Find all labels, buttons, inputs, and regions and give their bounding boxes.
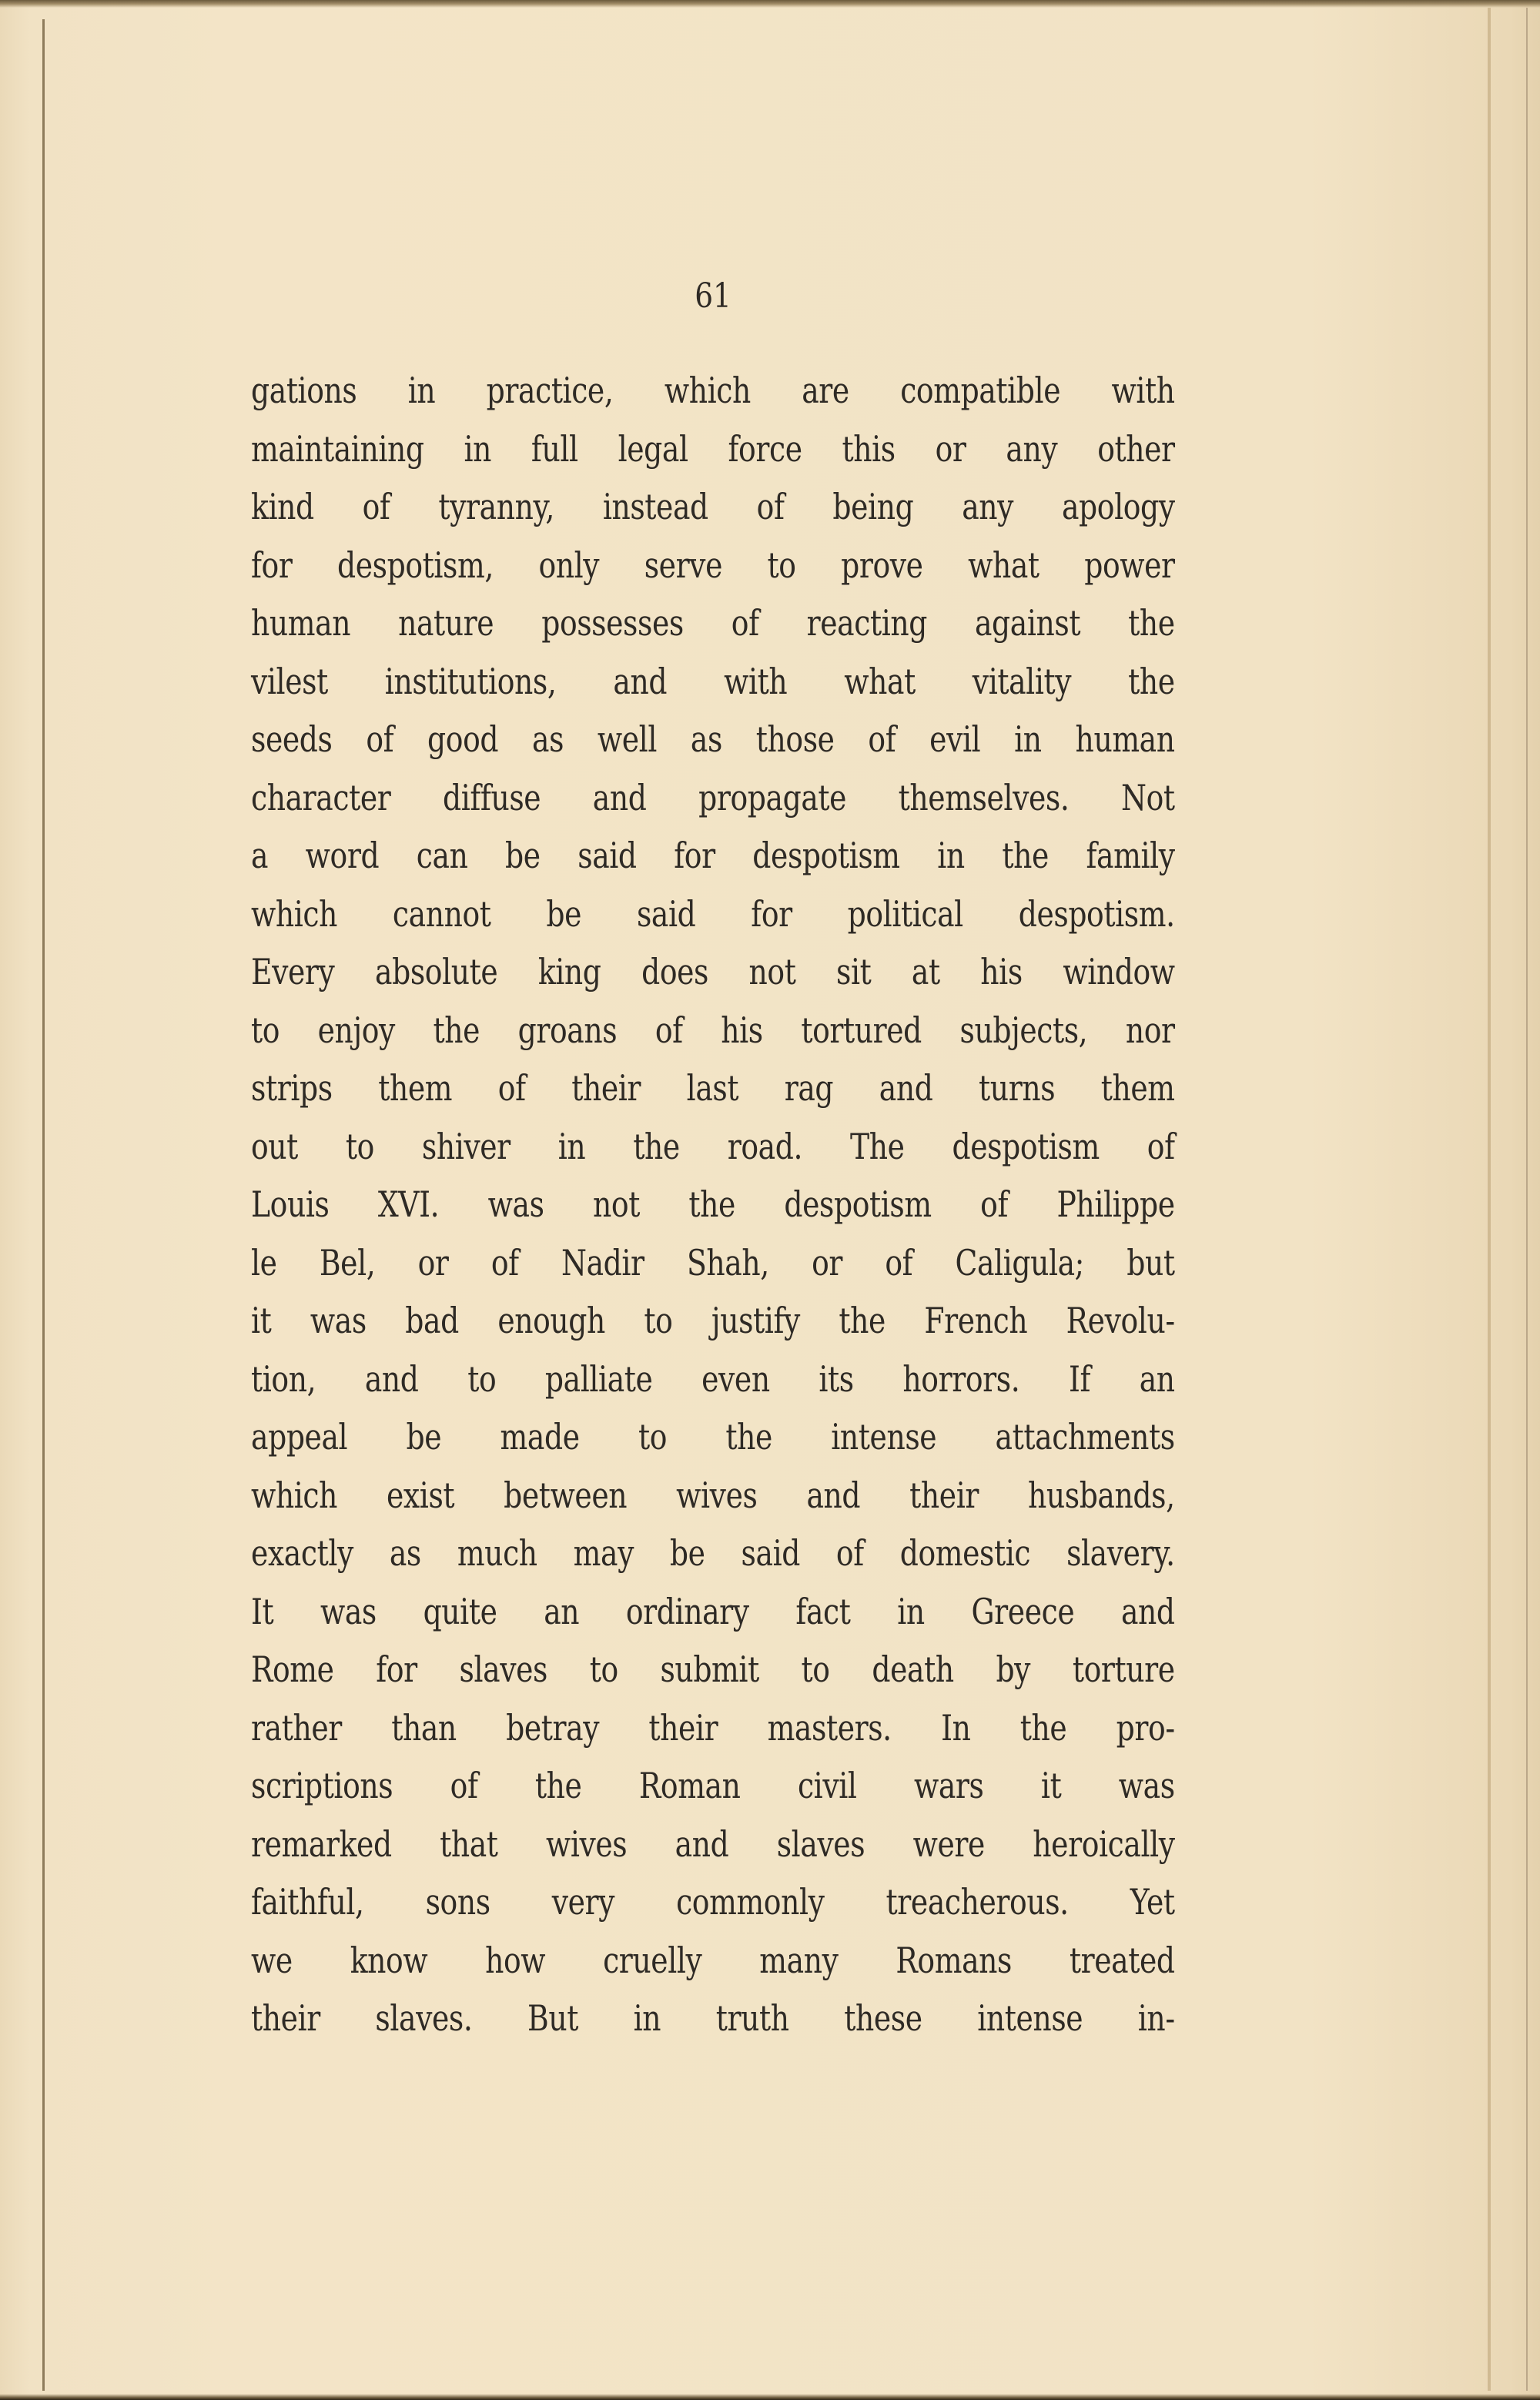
book-bottom-edge xyxy=(0,2394,1540,2400)
text-line: faithful, sons very commonly treacherous. Yet xyxy=(251,1881,1175,1923)
text-line: their slaves. But in truth these intense in- xyxy=(251,1997,1175,2039)
text-line: remarked that wives and slaves were heroically xyxy=(251,1823,1175,1865)
text-line: gations in practice, which are compatible with xyxy=(251,370,1175,411)
text-line: It was quite an ordinary fact in Greece and xyxy=(251,1590,1175,1632)
page-fore-edge xyxy=(1488,8,1491,2391)
text-line: le Bel, or of Nadir Shah, or of Caligula; but xyxy=(251,1241,1175,1284)
page-fore-edge-outer xyxy=(1526,8,1528,2391)
text-line: rather than betray their masters. In the pro- xyxy=(251,1706,1175,1749)
text-line: it was bad enough to justify the French Revolu- xyxy=(251,1300,1175,1341)
text-line: tion, and to palliate even its horrors. If an xyxy=(251,1357,1175,1400)
text-line: for despotism, only serve to prove what power xyxy=(251,544,1175,586)
book-page xyxy=(251,262,1175,2048)
text-line: Louis XVI. was not the despotism of Philippe xyxy=(251,1183,1175,1225)
text-line: human nature possesses of reacting against the xyxy=(251,602,1175,644)
text-line: out to shiver in the road. The despotism of xyxy=(251,1125,1175,1167)
text-line: which cannot be said for political despotism. xyxy=(251,892,1175,935)
text-line: Rome for slaves to submit to death by torture xyxy=(251,1649,1175,1690)
text-line: a word can be said for despotism in the family xyxy=(251,835,1175,876)
text-line: we know how cruelly many Romans treated xyxy=(251,1939,1175,1981)
text-line: scriptions of the Roman civil wars it was xyxy=(251,1765,1175,1806)
text-line: Every absolute king does not sit at his window xyxy=(251,951,1175,992)
book-top-edge xyxy=(0,0,1540,8)
text-line: strips them of their last rag and turns them xyxy=(251,1067,1175,1109)
text-line: kind of tyranny, instead of being any apology xyxy=(251,486,1175,527)
text-line: character diffuse and propagate themselves. Not xyxy=(251,776,1175,818)
text-line: maintaining in full legal force this or any other xyxy=(251,427,1175,470)
text-line: to enjoy the groans of his tortured subjects, nor xyxy=(251,1009,1175,1051)
text-line: exactly as much may be said of domestic slavery. xyxy=(251,1532,1175,1574)
page-number: 61 xyxy=(695,276,732,316)
binding-gutter xyxy=(42,19,45,2391)
text-line: seeds of good as well as those of evil in human xyxy=(251,718,1175,760)
text-line: appeal be made to the intense attachments xyxy=(251,1416,1175,1458)
body-text xyxy=(251,362,1175,2048)
text-line: vilest institutions, and with what vitality the xyxy=(251,660,1175,702)
text-line: which exist between wives and their husbands, xyxy=(251,1474,1175,1516)
